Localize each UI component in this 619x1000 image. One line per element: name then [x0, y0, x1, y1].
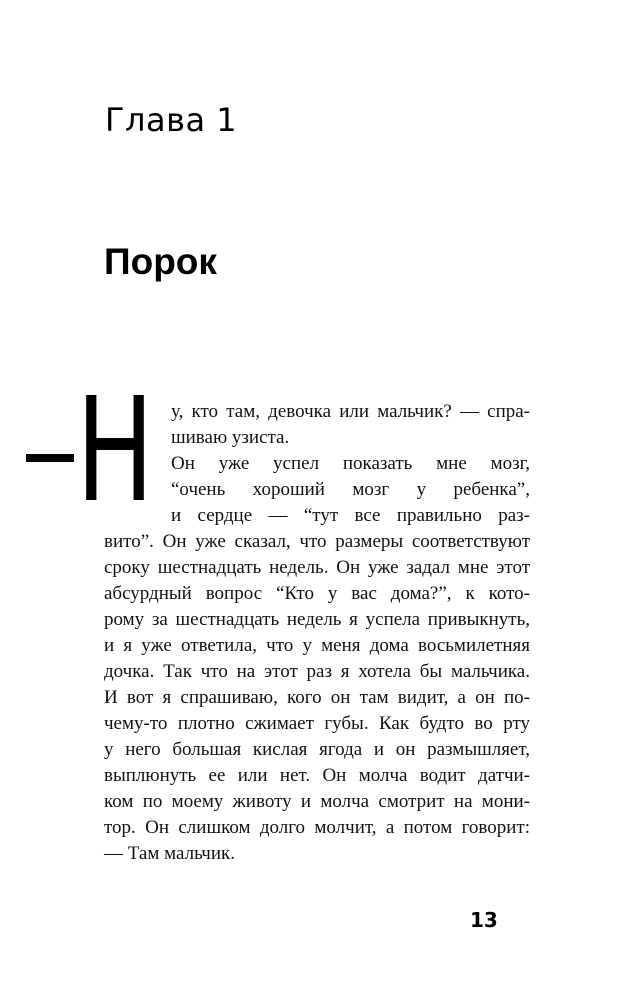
- text-line: — Там мальчик.: [104, 843, 235, 864]
- chapter-title: Порок: [104, 241, 217, 282]
- text-line: “очень хороший мозг у ребенка”,: [171, 479, 530, 500]
- text-line: у, кто там, девочка или мальчик? — спра-: [171, 401, 530, 422]
- text-line: дочка. Так что на этот раз я хотела бы мальчика.: [104, 661, 530, 682]
- text-line: тор. Он слишком долго молчит, а потом говорит:: [104, 817, 530, 838]
- text-line: рому за шестнадцать недель я успела привыкнуть,: [104, 609, 530, 630]
- drop-cap: [26, 366, 156, 534]
- text-line: И вот я спрашиваю, кого он там видит, а он по-: [104, 687, 530, 708]
- text-line: выплюнуть ее или нет. Он молча водит датчи-: [104, 765, 530, 786]
- text-line: чему-то плотно сжимает губы. Как будто во рту: [104, 713, 530, 734]
- text-line: шиваю узиста.: [171, 427, 290, 448]
- text-line: у него большая кислая ягода и он размышляет,: [104, 739, 530, 760]
- text-line: сроку шестнадцать недель. Он уже задал мне этот: [104, 557, 530, 578]
- text-line: и сердце — “тут все правильно раз-: [171, 505, 530, 526]
- text-line: и я уже ответила, что у меня дома восьмилетняя: [104, 635, 530, 656]
- text-line: Он уже успел показать мне мозг,: [171, 453, 530, 474]
- text-line: ком по моему животу и молча смотрит на мони-: [104, 791, 530, 812]
- text-line: вито”. Он уже сказал, что размеры соответствуют: [104, 531, 530, 552]
- text-line: абсурдный вопрос “Кто у вас дома?”, к кото-: [104, 583, 530, 604]
- chapter-number: Глава 1: [105, 101, 238, 139]
- page-number: 13: [470, 908, 498, 932]
- drop-cap-dash: [26, 454, 74, 462]
- drop-cap-letter: Н: [76, 366, 154, 534]
